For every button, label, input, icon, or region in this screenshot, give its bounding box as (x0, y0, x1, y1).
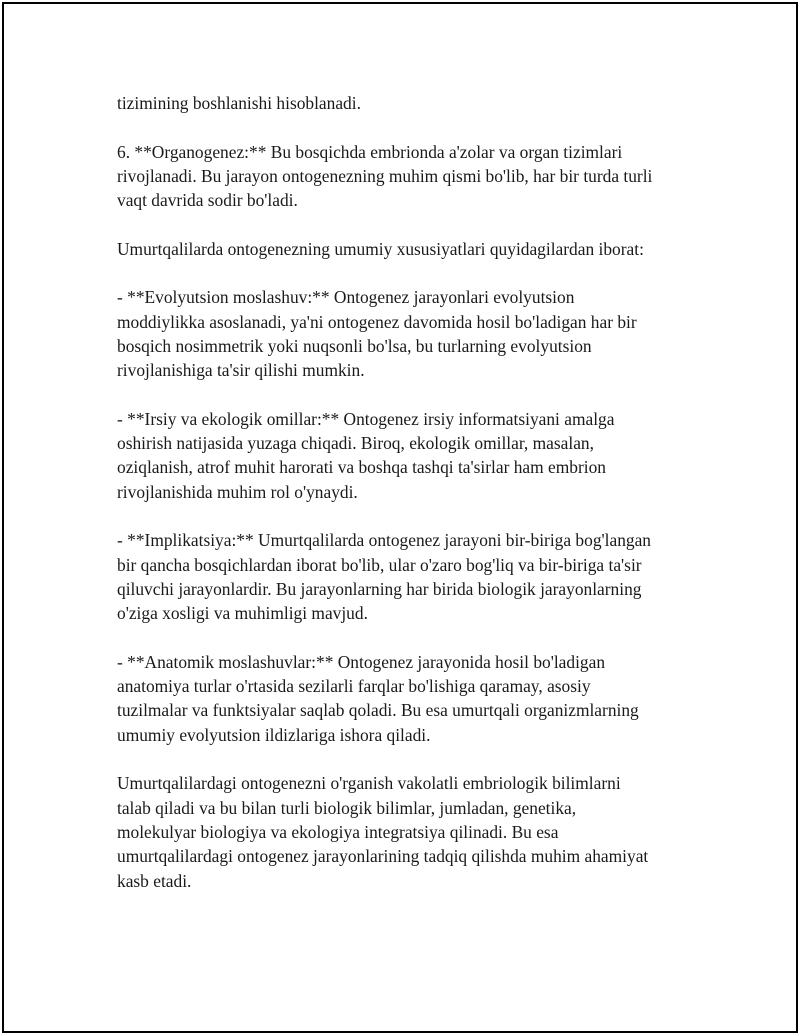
list-item-evolyutsion-moslashuv (117, 285, 697, 382)
text-line: - **Implikatsiya:** Umurtqalilarda ontogenez jarayoni bir-biriga bog'langan (117, 530, 652, 551)
text-line: rivojlanishida muhim rol o'ynaydi. (117, 481, 358, 502)
text-line: Umurtqalilarda ontogenezning umumiy xususiyatlari quyidagilardan iborat: (117, 238, 644, 259)
text-line: oshirish natijasida yuzaga chiqadi. Biroq, ekologik omillar, masalan, (117, 433, 594, 454)
text-line: 6. **Organogenez:** Bu bosqichda embrionda a'zolar va organ tizimlari (117, 141, 623, 162)
text-line: o'ziga xosligi va muhimligi mavjud. (117, 603, 368, 624)
text-line: molekulyar biologiya va ekologiya integratsiya qilinadi. Bu esa (117, 821, 559, 842)
text-line: tizimining boshlanishi hisoblanadi. (117, 93, 361, 113)
text-line: moddiylikka asoslanadi, ya'ni ontogenez davomida hosil bo'ladigan har bir (117, 311, 637, 332)
text-line: - **Evolyutsion moslashuv:** Ontogenez jarayonlari evolyutsion (117, 287, 575, 308)
text-line: bosqich nosimmetrik yoki nuqsonli bo'lsa, bu turlarning evolyutsion (117, 335, 592, 356)
list-item-anatomik-moslashuvlar (117, 650, 697, 747)
list-item-irsiy-ekologik-omillar (117, 407, 697, 504)
text-line: rivojlanadi. Bu jarayon ontogenezning muhim qismi bo'lib, har bir turda turli (117, 165, 653, 186)
text-line: kasb etadi. (117, 870, 192, 891)
text-line: rivojlanishiga ta'sir qilishi mumkin. (117, 360, 365, 381)
text-line: bir qancha bosqichlardan iborat bo'lib, ular o'zaro bog'liq va bir-biriga ta'sir (117, 554, 642, 575)
text-line: tuzilmalar va funktsiyalar saqlab qoladi. Bu esa umurtqali organizmlarning (117, 700, 639, 721)
text-line: - **Irsiy va ekologik omillar:** Ontogenez irsiy informatsiyani amalga (117, 408, 615, 429)
text-line: oziqlanish, atrof muhit harorati va boshqa tashqi ta'sirlar ham embrion (117, 457, 606, 478)
list-item-implikatsiya (117, 528, 697, 625)
text-line: - **Anatomik moslashuvlar:** Ontogenez jarayonida hosil bo'ladigan (117, 651, 606, 672)
text-line: Umurtqalilardagi ontogenezni o'rganish vakolatli embriologik bilimlarni (117, 773, 621, 794)
document-body (117, 91, 697, 893)
paragraph-organogenez (117, 140, 697, 213)
text-line: umurtqalilardagi ontogenez jarayonlarining tadqiq qilishda muhim ahamiyat (117, 846, 649, 867)
text-line: vaqt davrida sodir bo'ladi. (117, 190, 298, 211)
text-line: talab qiladi va bu bilan turli biologik bilimlar, jumladan, genetika, (117, 797, 577, 818)
text-line: qiluvchi jarayonlardir. Bu jarayonlarning har birida biologik jarayonlarning (117, 578, 642, 599)
paragraph-conclusion (117, 771, 697, 892)
paragraph-features-intro (117, 237, 697, 261)
paragraph-intro-continuation (117, 91, 697, 115)
text-line: anatomiya turlar o'rtasida sezilarli farqlar bo'lishiga qaramay, asosiy (117, 676, 591, 697)
text-line: umumiy evolyutsion ildizlariga ishora qiladi. (117, 724, 431, 745)
